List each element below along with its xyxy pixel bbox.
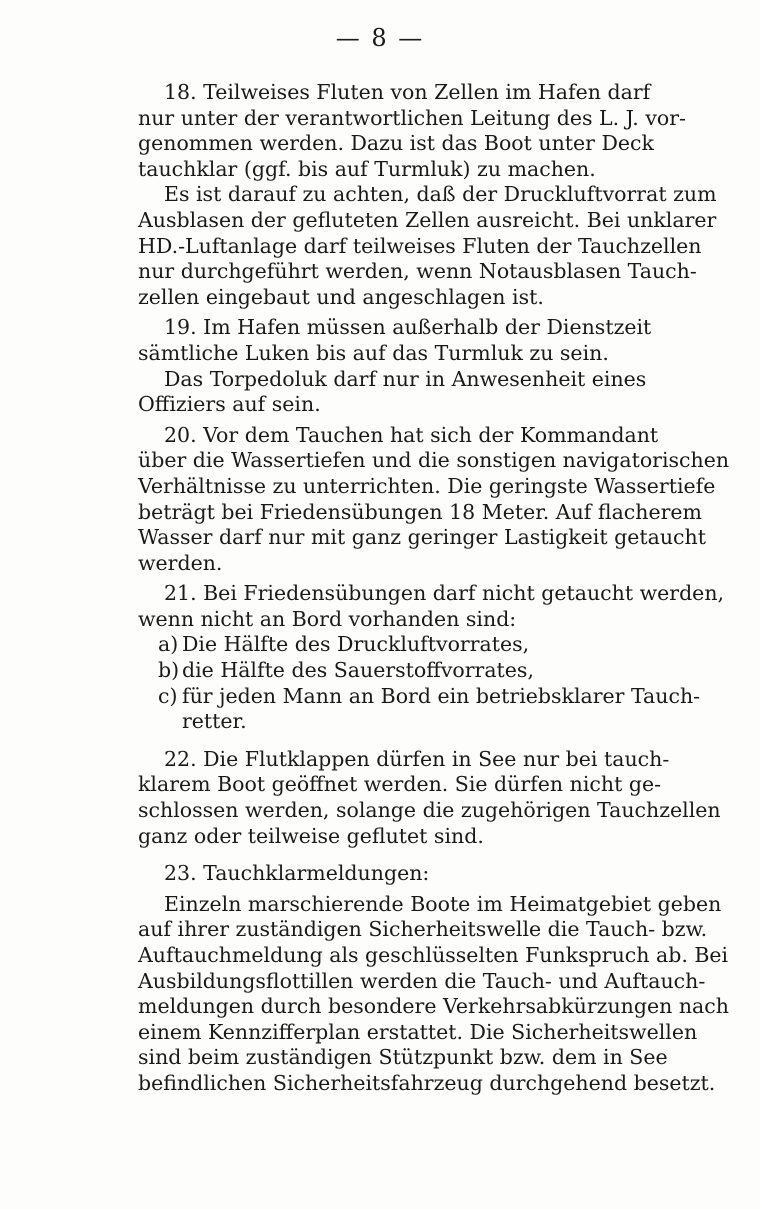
list-item — [138, 632, 684, 658]
section-heading: 23. Tauchklarmeldungen: — [164, 861, 430, 886]
text-line: Ausblasen der gefluteten Zellen ausreicht. Bei unklarer — [138, 207, 717, 232]
text-line: auf ihrer zuständigen Sicherheitswelle die Tauch- bzw. — [138, 917, 708, 942]
paragraph-19 — [138, 315, 684, 366]
text-line: ganz oder teilweise geflutet sind. — [138, 823, 484, 848]
text-line: klarem Boot geöffnet werden. Sie dürfen nicht ge- — [138, 772, 662, 797]
paragraph-21 — [138, 581, 725, 632]
list-marker: a) — [158, 632, 179, 657]
page-content — [138, 80, 730, 1097]
text-line: genommen werden. Dazu ist das Boot unter Deck — [138, 131, 654, 156]
text-line: einem Kennzifferplan erstattet. Die Sicherheitswellen — [138, 1019, 698, 1044]
text-line: nur unter der verantwortlichen Leitung des L. J. vor- — [138, 105, 686, 130]
text-line: nur durchgeführt werden, wenn Notausblasen Tauch- — [138, 259, 697, 284]
text-line: 19. Im Hafen müssen außerhalb der Dienstzeit — [164, 315, 652, 340]
list-marker: c) — [158, 683, 178, 708]
text-line: über die Wassertiefen und die sonstigen navigatorischen — [138, 448, 730, 473]
text-line: Verhältnisse zu unterrichten. Die geringste Wassertiefe — [138, 473, 716, 498]
text-line: 18. Teilweises Fluten von Zellen im Hafen darf — [164, 80, 651, 104]
text-line: retter. — [182, 709, 247, 734]
text-line: HD.-Luftanlage darf teilweises Fluten der Tauchzellen — [138, 233, 702, 258]
paragraph-20 — [138, 422, 730, 577]
list-item — [138, 658, 684, 684]
text-line: tauchklar (ggf. bis auf Turmluk) zu machen. — [138, 156, 596, 181]
text-line: sämtliche Luken bis auf das Turmluk zu sein. — [138, 340, 609, 365]
text-line: wenn nicht an Bord vorhanden sind: — [138, 606, 517, 631]
paragraph-18 — [138, 80, 684, 182]
text-line: Die Hälfte des Druckluftvorrates, — [182, 632, 530, 657]
text-line: zellen eingebaut und angeschlagen ist. — [138, 284, 544, 309]
requirements-list — [138, 632, 701, 734]
paragraph-22 — [138, 746, 721, 849]
text-line: sind beim zuständigen Stützpunkt bzw. dem in See — [138, 1045, 668, 1070]
text-line: Das Torpedoluk darf nur in Anwesenheit eines — [164, 366, 647, 391]
text-line: befindlichen Sicherheitsfahrzeug durchgehend besetzt. — [138, 1070, 716, 1095]
list-marker: b) — [158, 658, 180, 683]
paragraph-23 — [138, 861, 684, 887]
text-line: 20. Vor dem Tauchen hat sich der Kommandant — [164, 422, 659, 447]
text-line: Ausbildungsflottillen werden die Tauch- und Auftauch- — [138, 968, 706, 993]
text-line: für jeden Mann an Bord ein betriebsklarer Tauch- — [182, 683, 701, 708]
text-line: Es ist darauf zu achten, daß der Druckluftvorrat zum — [164, 182, 717, 207]
paragraph-19-note — [138, 367, 684, 418]
paragraph-23-body — [138, 891, 729, 1097]
text-line: Einzeln marschierende Boote im Heimatgebiet geben — [164, 891, 722, 916]
text-line: schlossen werden, solange die zugehörigen Tauchzellen — [138, 798, 721, 823]
text-line: beträgt bei Friedensübungen 18 Meter. Auf flacherem — [138, 499, 702, 524]
text-line: Wasser darf nur mit ganz geringer Lastigkeit getaucht — [138, 525, 706, 550]
text-line: die Hälfte des Sauerstoffvorrates, — [182, 658, 534, 683]
text-line: meldungen durch besondere Verkehrsabkürzungen nach — [138, 994, 729, 1019]
paragraph-18-note — [138, 182, 717, 310]
text-line: 21. Bei Friedensübungen darf nicht getaucht werden, — [164, 581, 725, 606]
text-line: 22. Die Flutklappen dürfen in See nur bei tauch- — [164, 746, 670, 771]
text-line: Auftauchmeldung als geschlüsselten Funkspruch ab. Bei — [138, 943, 729, 967]
text-line: werden. — [138, 550, 223, 575]
page-number: — 8 — — [335, 24, 425, 52]
list-item — [138, 683, 701, 735]
text-line: Offiziers auf sein. — [138, 392, 321, 417]
